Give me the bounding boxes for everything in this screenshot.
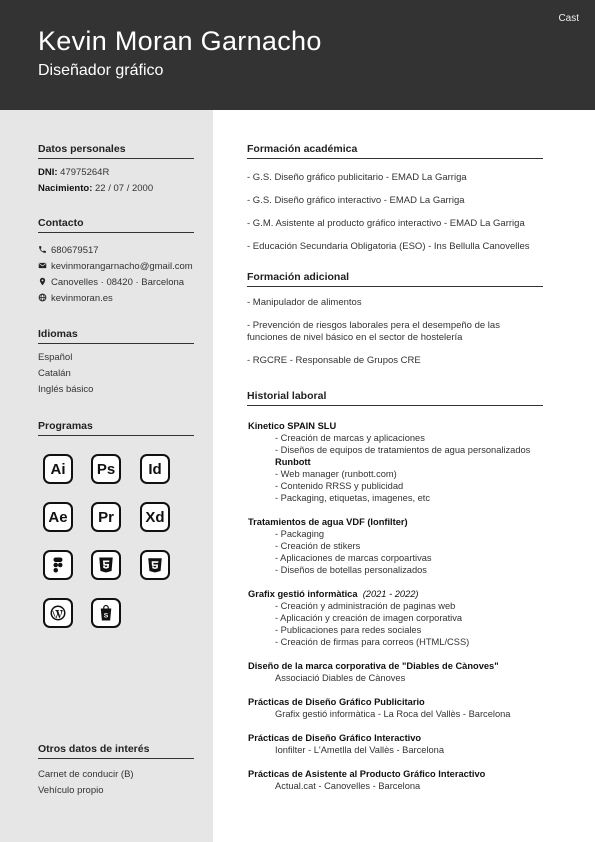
job-task: - Packaging, etiquetas, imagenes, etc: [275, 493, 431, 503]
shopify-icon: [91, 598, 121, 628]
birth-value: 22 / 07 / 2000: [95, 183, 154, 194]
language-item: Español: [38, 352, 73, 363]
candidate-role: Diseñador gráfico: [38, 62, 164, 79]
job-task: - Diseños de botellas personalizados: [275, 565, 427, 575]
photoshop-icon: Ps: [91, 454, 121, 484]
job-task: - Packaging: [275, 529, 325, 539]
phone-value: 680679517: [51, 245, 99, 256]
language-switch-link[interactable]: Cast: [558, 13, 579, 24]
extra-item: - RGCRE - Responsable de Grupos CRE: [247, 355, 421, 366]
job-title: Tratamientos de agua VDF (Ionfilter): [248, 517, 408, 527]
job-title: Prácticas de Diseño Gráfico Publicitario: [248, 697, 425, 707]
contact-email[interactable]: [38, 261, 193, 272]
wordpress-icon: [43, 598, 73, 628]
job-title: Runbott: [275, 457, 311, 467]
languages-title: Idiomas: [38, 328, 194, 344]
header: [0, 0, 595, 110]
illustrator-icon: Ai: [43, 454, 73, 484]
job-title: Prácticas de Diseño Gráfico Interactivo: [248, 733, 422, 743]
education-title: Formación académica: [247, 143, 543, 159]
css3-icon: [140, 550, 170, 580]
job-detail: Grafix gestió informàtica - La Roca del Vallès - Barcelona: [275, 709, 511, 719]
job-task: - Aplicaciones de marcas corpoartivas: [275, 553, 432, 563]
phone-icon: [38, 245, 47, 254]
premiere-icon: Pr: [91, 502, 121, 532]
job-dates: (2021 - 2022): [362, 589, 419, 599]
figma-icon: [43, 550, 73, 580]
indesign-icon: Id: [140, 454, 170, 484]
programs-title: Programas: [38, 420, 194, 436]
work-history-title: Historial laboral: [247, 390, 543, 406]
other-item: Carnet de conducir (B): [38, 769, 134, 780]
globe-icon: [38, 293, 47, 302]
education-item: - G.M. Asistente al producto gráfico interactivo - EMAD La Garriga: [247, 218, 525, 229]
education-item: - G.S. Diseño gráfico interactivo - EMAD La Garriga: [247, 195, 465, 206]
job-title: Diseño de la marca corporativa de "Diables de Cànoves": [248, 661, 499, 671]
job-task: - Web manager (runbott.com): [275, 469, 397, 479]
personal-data-title: Datos personales: [38, 143, 194, 159]
location-pin-icon: [38, 277, 47, 286]
language-item: Inglés básico: [38, 384, 94, 395]
job-title: Prácticas de Asistente al Producto Gráfico Interactivo: [248, 769, 486, 779]
birth-label: Nacimiento:: [38, 183, 93, 194]
dni-line: [38, 167, 109, 178]
language-item: Catalán: [38, 368, 71, 379]
extra-item: - Manipulador de alimentos: [247, 297, 362, 308]
dni-label: DNI:: [38, 167, 58, 178]
job-detail: Associació Diables de Cànoves: [275, 673, 406, 683]
job-task: - Publicaciones para redes sociales: [275, 625, 422, 635]
extra-training-title: Formación adicional: [247, 271, 543, 287]
job-task: - Creación de marcas y aplicaciones: [275, 433, 425, 443]
job-detail: Actual.cat - Canovelles - Barcelona: [275, 781, 421, 791]
job-title-line: [248, 589, 419, 599]
birth-line: [38, 183, 153, 194]
job-task: - Creación de firmas para correos (HTML/CSS): [275, 637, 470, 647]
svg-text:S: S: [103, 612, 109, 620]
mail-icon: [38, 261, 47, 270]
other-item: Vehículo propio: [38, 785, 104, 796]
job-title: Grafix gestió informàtica: [248, 589, 358, 599]
candidate-name: Kevin Moran Garnacho: [38, 26, 322, 56]
contact-location: [38, 277, 184, 288]
email-value: kevinmorangarnacho@gmail.com: [51, 261, 193, 272]
contact-title: Contacto: [38, 217, 194, 233]
job-task: - Aplicación y creación de imagen corporativa: [275, 613, 463, 623]
xd-icon: Xd: [140, 502, 170, 532]
extra-item: - Prevención de riesgos laborales pera el desempeño de las: [247, 320, 500, 331]
education-item: - Educación Secundaria Obligatoria (ESO) - Ins Bellulla Canovelles: [247, 241, 530, 252]
job-title: Kinetico SPAIN SLU: [248, 421, 337, 431]
extra-item: funciones de nivel básico en el sector de hostelería: [247, 332, 463, 343]
job-detail: Ionfilter - L'Ametlla del Vallès - Barcelona: [275, 745, 445, 755]
job-task: - Creación de stikers: [275, 541, 361, 551]
contact-web[interactable]: [38, 293, 113, 304]
job-task: - Diseños de equipos de tratamientos de agua personalizados: [275, 445, 531, 455]
dni-value: 47975264R: [60, 167, 110, 178]
contact-phone[interactable]: [38, 245, 99, 256]
html5-icon: [91, 550, 121, 580]
after-effects-icon: Ae: [43, 502, 73, 532]
other-data-title: Otros datos de interés: [38, 743, 194, 759]
education-item: - G.S. Diseño gráfico publicitario - EMAD La Garriga: [247, 172, 467, 183]
job-task: - Creación y administración de paginas web: [275, 601, 456, 611]
location-value: Canovelles · 08420 · Barcelona: [51, 277, 185, 288]
job-task: - Contenido RRSS y publicidad: [275, 481, 404, 491]
web-value: kevinmoran.es: [51, 293, 113, 304]
